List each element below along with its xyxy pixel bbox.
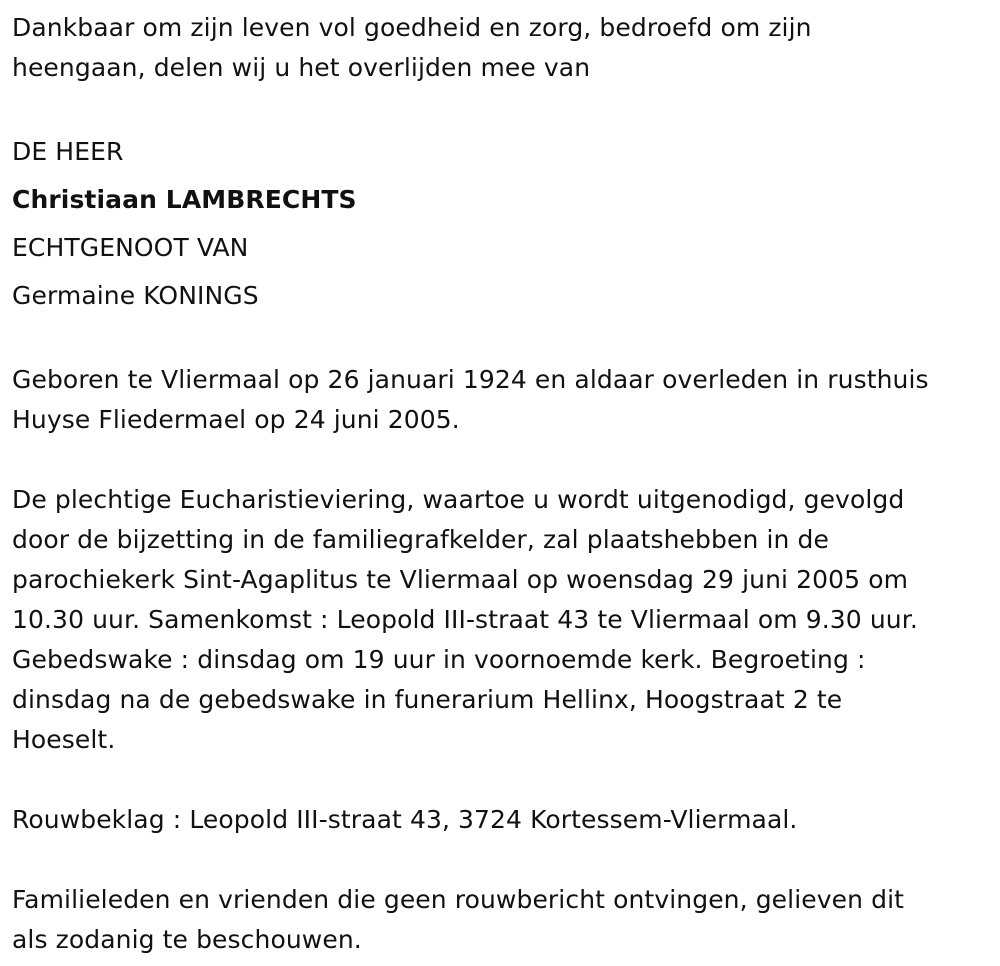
relation-label: ECHTGENOOT VAN (12, 233, 249, 262)
spacer (12, 840, 988, 880)
ceremony-line-1: De plechtige Eucharistieviering, waartoe u wordt uitgenodigd, gevolgd (12, 485, 905, 514)
ceremony-line-6: dinsdag na de gebedswake in funerarium Hellinx, Hoogstraat 2 te (12, 685, 843, 714)
spacer (12, 320, 988, 360)
ceremony-line-4: 10.30 uur. Samenkomst : Leopold III-straat 43 te Vliermaal om 9.30 uur. (12, 605, 918, 634)
ceremony-paragraph (12, 480, 988, 760)
deceased-name: Christiaan LAMBRECHTS (12, 185, 357, 214)
spacer (12, 760, 988, 800)
intro-line-1: Dankbaar om zijn leven vol goedheid en zorg, bedroefd om zijn (12, 13, 812, 42)
ceremony-line-5: Gebedswake : dinsdag om 19 uur in voornoemde kerk. Begroeting : (12, 645, 866, 674)
ceremony-line-2: door de bijzetting in de familiegrafkelder, zal plaatshebben in de (12, 525, 829, 554)
condolence-paragraph (12, 800, 988, 840)
ceremony-line-3: parochiekerk Sint-Agaplitus te Vliermaal op woensdag 29 juni 2005 om (12, 565, 909, 594)
spacer (12, 88, 988, 128)
condolence-line-1: Rouwbeklag : Leopold III-straat 43, 3724 Kortessem-Vliermaal. (12, 805, 798, 834)
intro-line-2: heengaan, delen wij u het overlijden mee van (12, 53, 591, 82)
deceased-title: DE HEER (12, 137, 124, 166)
spacer (12, 440, 988, 480)
closing-line-1: Familieleden en vrienden die geen rouwbericht ontvingen, gelieven dit (12, 885, 905, 914)
closing-paragraph (12, 880, 988, 960)
spouse-name: Germaine KONINGS (12, 281, 259, 310)
intro-paragraph (12, 8, 988, 88)
ceremony-line-7: Hoeselt. (12, 725, 116, 754)
closing-line-2: als zodanig te beschouwen. (12, 925, 362, 954)
birth-death-paragraph (12, 360, 988, 440)
deceased-block (12, 128, 988, 320)
birth-death-line-2: Huyse Fliedermael op 24 juni 2005. (12, 405, 460, 434)
birth-death-line-1: Geboren te Vliermaal op 26 januari 1924 en aldaar overleden in rusthuis (12, 365, 929, 394)
